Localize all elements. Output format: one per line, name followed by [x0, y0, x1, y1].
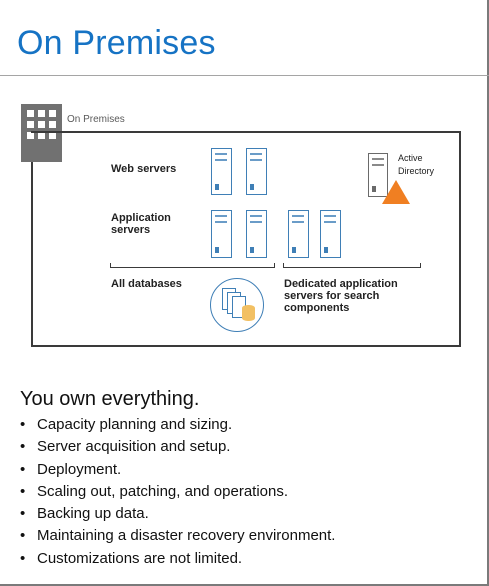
summary-heading: You own everything. — [20, 388, 200, 410]
server-icon — [246, 210, 267, 258]
active-directory-icon — [382, 180, 410, 204]
server-icon — [211, 210, 232, 258]
title-divider — [0, 75, 489, 76]
server-icon — [320, 210, 341, 258]
list-item: • Capacity planning and sizing. — [20, 414, 335, 436]
responsibility-list — [20, 414, 335, 570]
all-databases-label: All databases — [111, 278, 182, 290]
page-title: On Premises — [17, 24, 216, 62]
active-directory-label: Active Directory — [398, 153, 435, 176]
list-item: • Backing up data. — [20, 503, 335, 525]
container-label: On Premises — [67, 114, 125, 125]
search-servers-label: Dedicated application servers for search components — [284, 278, 398, 314]
list-item: • Server acquisition and setup. — [20, 436, 335, 458]
database-icon — [210, 278, 264, 332]
server-icon — [288, 210, 309, 258]
divider-search — [283, 267, 421, 268]
list-item: • Scaling out, patching, and operations. — [20, 481, 335, 503]
app-servers-label: Application servers — [111, 212, 171, 236]
list-item: • Customizations are not limited. — [20, 548, 335, 570]
web-servers-label: Web servers — [111, 163, 177, 175]
list-item: • Deployment. — [20, 459, 335, 481]
divider-databases — [110, 267, 275, 268]
server-icon — [246, 148, 267, 195]
server-icon — [211, 148, 232, 195]
list-item: • Maintaining a disaster recovery environment. — [20, 525, 335, 547]
